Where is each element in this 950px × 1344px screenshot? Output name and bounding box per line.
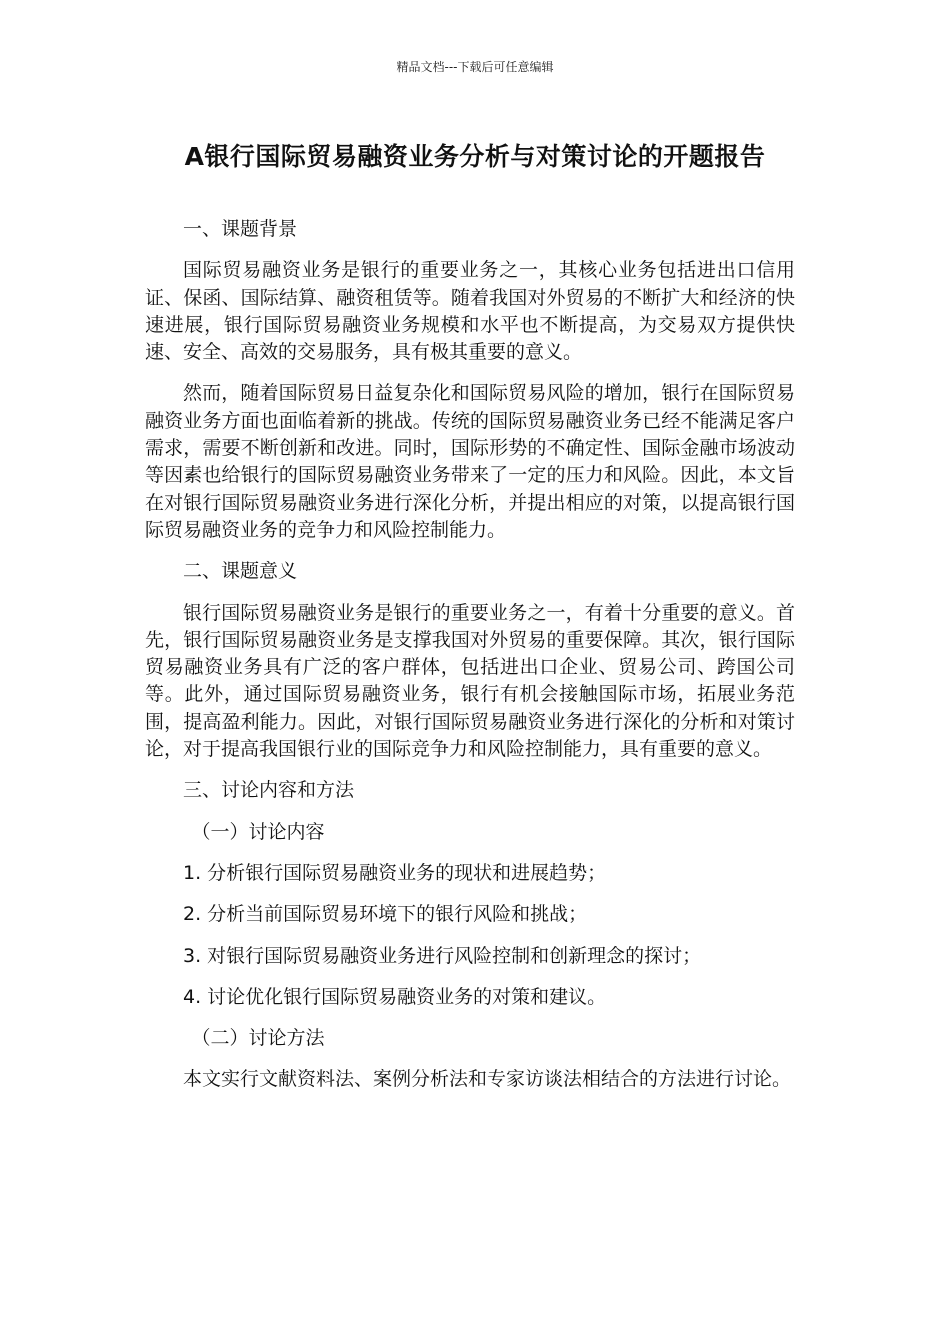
list-item: 1. 分析银行国际贸易融资业务的现状和进展趋势；: [183, 861, 607, 884]
document-title: A银行国际贸易融资业务分析与对策讨论的开题报告: [184, 142, 766, 171]
list-item: 4. 讨论优化银行国际贸易融资业务的对策和建议。: [183, 985, 607, 1008]
list-item: 2. 分析当前国际贸易环境下的银行风险和挑战；: [183, 903, 588, 926]
paragraph-methods: 本文实行文献资料法、案例分析法和专家访谈法相结合的方法进行讨论。: [183, 1068, 792, 1091]
section-heading-content-methods: 三、讨论内容和方法: [183, 779, 355, 802]
paragraph-background-1: 国际贸易融资业务是银行的重要业务之一，其核心业务包括进出口信用证、保函、国际结算、融资租赁等。随着我国对外贸易的不断扩大和经济的快速进展，银行国际贸易融资业务规模和水平也不断提高，为交易双方提供快速、安全、高效的交易服务，具有极其重要的意义。: [145, 259, 795, 364]
paragraph-significance: 银行国际贸易融资业务是银行的重要业务之一，有着十分重要的意义。首先，银行国际贸易融资业务是支撑我国对外贸易的重要保障。其次，银行国际贸易融资业务具有广泛的客户群体，包括进出口企业、贸易公司、跨国公司等。此外，通过国际贸易融资业务，银行有机会接触国际市场，拓展业务范围，提高盈利能力。因此，对银行国际贸易融资业务进行深化的分析和对策讨论，对于提高我国银行业的国际竞争力和风险控制能力，具有重要的意义。: [145, 601, 795, 761]
subheading-research-methods: （二）讨论方法: [191, 1027, 325, 1050]
section-heading-significance: 二、课题意义: [183, 560, 298, 583]
list-item: 3. 对银行国际贸易融资业务进行风险控制和创新理念的探讨；: [183, 944, 702, 967]
paragraph-background-2: 然而，随着国际贸易日益复杂化和国际贸易风险的增加，银行在国际贸易融资业务方面也面临着新的挑战。传统的国际贸易融资业务已经不能满足客户需求，需要不断创新和改进。同时，国际形势的不确定性、国际金融市场波动等因素也给银行的国际贸易融资业务带来了一定的压力和风险。因此，本文旨在对银行国际贸易融资业务进行深化分析，并提出相应的对策，以提高银行国际贸易融资业务的竞争力和风险控制能力。: [145, 382, 795, 541]
document-body: [145, 216, 795, 1108]
page-header-note: 精品文档---下载后可任意编辑: [396, 60, 554, 74]
subheading-research-content: （一）讨论内容: [191, 820, 325, 843]
section-heading-background: 一、课题背景: [183, 218, 298, 240]
